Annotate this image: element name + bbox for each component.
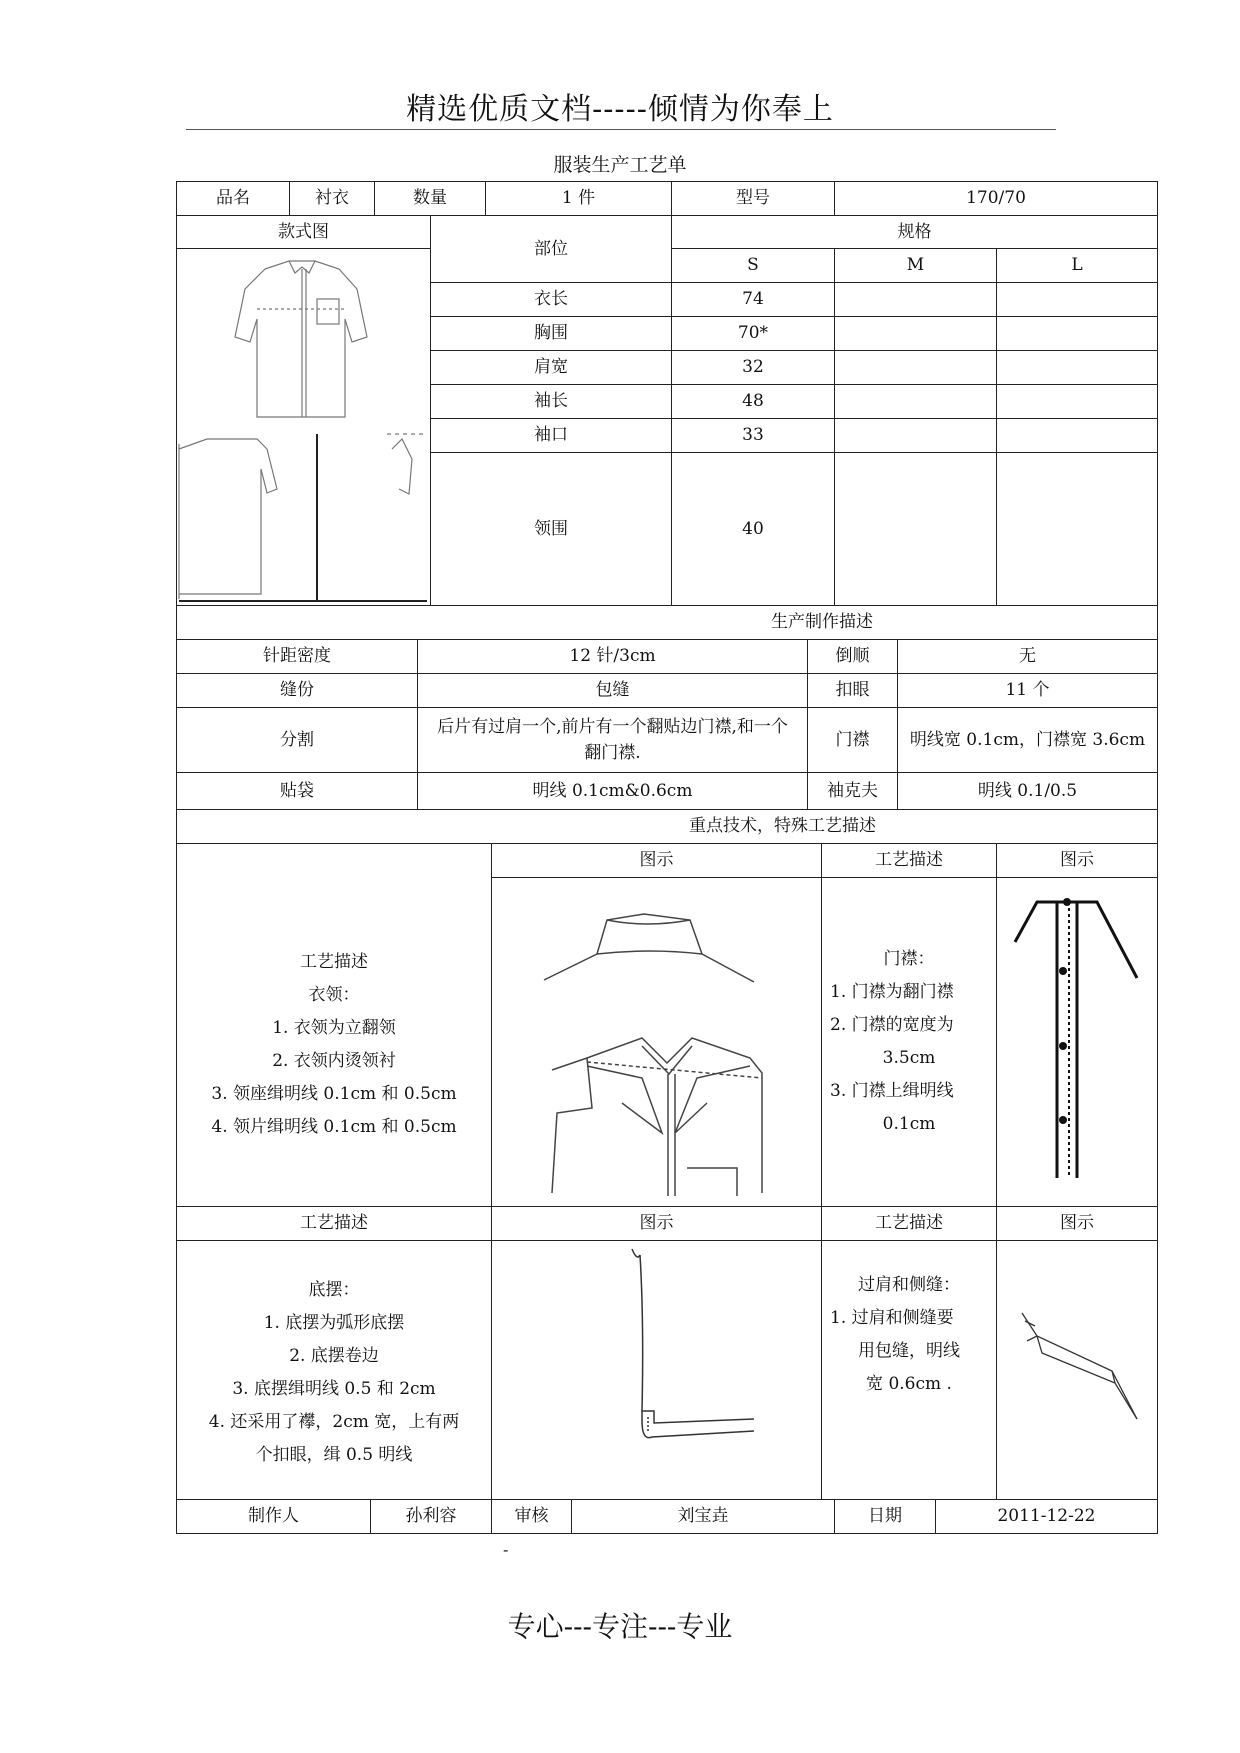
hem-desc-label: 工艺描述: [176, 1206, 492, 1241]
spec-part: 袖长: [430, 384, 672, 419]
production-title: 生产制作描述: [176, 605, 1158, 640]
hem-sketch: [492, 1241, 821, 1499]
collar-line: 工艺描述: [300, 952, 368, 972]
yoke-sketch: [997, 1241, 1157, 1499]
style-image-box: [176, 248, 431, 606]
stitch-density-value: 12 针/3cm: [417, 639, 808, 674]
spec-m-value: [834, 418, 997, 453]
review-label: 审核: [491, 1499, 572, 1534]
placket-line: 3.5cm: [882, 1048, 936, 1068]
spec-label: 规格: [671, 215, 1158, 249]
spec-s-value: 40: [671, 452, 835, 606]
page-footer: 专心---专注---专业: [507, 1610, 733, 1643]
collar-figure-label: 图示: [491, 843, 822, 878]
yoke-description: [821, 1240, 997, 1500]
spec-part: 肩宽: [430, 350, 672, 385]
buttonhole-value: 11 个: [897, 673, 1158, 708]
spec-m-value: [834, 282, 997, 317]
yoke-line: 1. 过肩和侧缝要: [830, 1308, 954, 1328]
hem-line: 2. 底摆卷边: [289, 1346, 379, 1366]
spec-m-value: [834, 316, 997, 351]
seam-value: 包缝: [417, 673, 808, 708]
placket-label: 门襟: [807, 707, 898, 773]
technical-title: 重点技术，特殊工艺描述: [176, 809, 1158, 844]
spec-s-value: 33: [671, 418, 835, 453]
collar-line: 3. 领座缉明线 0.1cm 和 0.5cm: [211, 1084, 457, 1104]
yoke-desc-label: 工艺描述: [821, 1206, 997, 1241]
placket-line: 1. 门襟为翻门襟: [830, 982, 954, 1002]
size-l-label: L: [996, 248, 1158, 283]
buttonhole-label: 扣眼: [807, 673, 898, 708]
review-value: 刘宝垚: [571, 1499, 835, 1534]
spec-m-value: [834, 384, 997, 419]
placket-description: [821, 877, 997, 1207]
name-label: 品名: [176, 181, 290, 216]
date-value: 2011-12-22: [935, 1499, 1158, 1534]
spec-s-value: 70*: [671, 316, 835, 351]
spec-m-value: [834, 350, 997, 385]
spec-l-value: [996, 418, 1158, 453]
hem-figure: [491, 1240, 822, 1500]
placket-line: 0.1cm: [882, 1114, 936, 1134]
model-value: 170/70: [834, 181, 1158, 216]
hem-figure-label: 图示: [491, 1206, 822, 1241]
placket-figure-label: 图示: [996, 843, 1158, 878]
split-value: 后片有过肩一个,前片有一个翻贴边门襟,和一个翻门襟.: [417, 707, 808, 773]
placket-desc-label: 工艺描述: [821, 843, 997, 878]
collar-line: 1. 衣领为立翻领: [272, 1018, 396, 1038]
spec-part: 袖口: [430, 418, 672, 453]
style-image-label: 款式图: [176, 215, 431, 249]
collar-sketch: [492, 878, 821, 1206]
placket-line: 门襟：: [883, 949, 935, 969]
spec-part: 衣长: [430, 282, 672, 317]
yoke-figure: [996, 1240, 1158, 1500]
spec-s-value: 48: [671, 384, 835, 419]
yoke-line: 过肩和侧缝：: [858, 1275, 960, 1295]
yoke-line: 宽 0.6cm .: [866, 1374, 952, 1394]
spec-l-value: [996, 282, 1158, 317]
page-dash: -: [503, 1540, 509, 1559]
placket-value: 明线宽 0.1cm，门襟宽 3.6cm: [897, 707, 1158, 773]
hem-line: 1. 底摆为弧形底摆: [263, 1313, 405, 1333]
placket-figure: [996, 877, 1158, 1207]
spec-l-value: [996, 384, 1158, 419]
stitch-density-label: 针距密度: [176, 639, 418, 674]
header-divider: [186, 129, 1056, 130]
collar-line: 2. 衣领内烫领衬: [272, 1051, 396, 1071]
placket-sketch: [997, 878, 1157, 1206]
yoke-line: 用包缝，明线: [858, 1341, 960, 1361]
pocket-label: 贴袋: [176, 772, 418, 810]
model-label: 型号: [671, 181, 835, 216]
form-title: 服装生产工艺单: [553, 154, 687, 176]
qty-value: 1 件: [485, 181, 672, 216]
placket-line: 3. 门襟上缉明线: [830, 1081, 954, 1101]
cuff-placket-label: 袖克夫: [807, 772, 898, 810]
hem-line: 4. 还采用了襻，2cm 宽，上有两: [208, 1412, 460, 1432]
collar-line: 4. 领片缉明线 0.1cm 和 0.5cm: [211, 1117, 457, 1137]
collar-figure: [491, 877, 822, 1207]
page-header: 精选优质文档-----倾情为你奉上: [406, 92, 834, 127]
nap-label: 倒顺: [807, 639, 898, 674]
hem-line: 个扣眼，缉 0.5 明线: [255, 1445, 413, 1465]
shirt-sketch: [177, 249, 430, 605]
spec-l-value: [996, 316, 1158, 351]
collar-line: 衣领：: [308, 985, 360, 1005]
maker-label: 制作人: [176, 1499, 371, 1534]
placket-line: 2. 门襟的宽度为: [830, 1015, 954, 1035]
hem-line: 3. 底摆缉明线 0.5 和 2cm: [232, 1379, 436, 1399]
spec-l-value: [996, 350, 1158, 385]
maker-value: 孙利容: [370, 1499, 492, 1534]
seam-label: 缝份: [176, 673, 418, 708]
collar-description: [176, 843, 492, 1207]
qty-label: 数量: [374, 181, 486, 216]
spec-part: 胸围: [430, 316, 672, 351]
date-label: 日期: [834, 1499, 936, 1534]
yoke-figure-label: 图示: [996, 1206, 1158, 1241]
spec-s-value: 74: [671, 282, 835, 317]
size-m-label: M: [834, 248, 997, 283]
cuff-placket-value: 明线 0.1/0.5: [897, 772, 1158, 810]
split-label: 分割: [176, 707, 418, 773]
spec-s-value: 32: [671, 350, 835, 385]
name-value: 衬衣: [289, 181, 375, 216]
hem-line: 底摆：: [308, 1280, 360, 1300]
size-s-label: S: [671, 248, 835, 283]
nap-value: 无: [897, 639, 1158, 674]
spec-part: 领围: [430, 452, 672, 606]
part-label: 部位: [430, 215, 672, 283]
spec-m-value: [834, 452, 997, 606]
hem-description: [176, 1240, 492, 1500]
pocket-value: 明线 0.1cm&0.6cm: [417, 772, 808, 810]
spec-l-value: [996, 452, 1158, 606]
